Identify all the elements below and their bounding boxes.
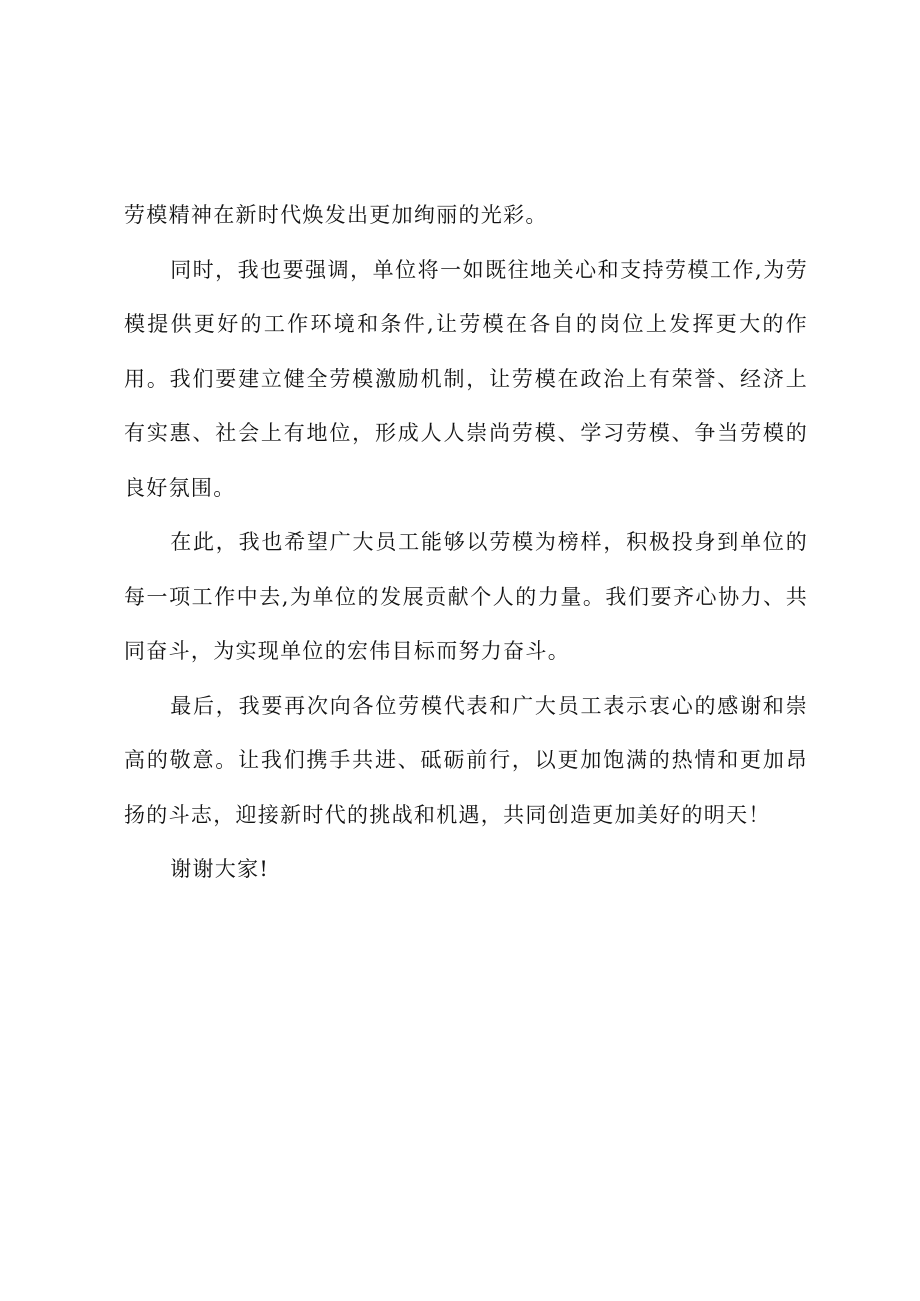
paragraph-call-to-employees: 在此，我也希望广大员工能够以劳模为榜样，积极投身到单位的每一项工作中去,为单位的发展贡献个人的力量。我们要齐心协力、共同奋斗，为实现单位的宏伟目标而努力奋斗。 (124, 530, 808, 663)
paragraph-continuation: 劳模精神在新时代焕发出更加绚丽的光彩。 (124, 203, 548, 227)
paragraph-closing-thanks: 最后，我要再次向各位劳模代表和广大员工表示衷心的感谢和崇高的敬意。让我们携手共进、砥砺前行，以更加饱满的热情和更加昂扬的斗志，迎接新时代的挑战和机遇，共同创造更加美好的明天！ (124, 693, 808, 827)
paragraph-thank-you: 谢谢大家! (170, 857, 270, 881)
paragraph-support-model-workers: 同时，我也要强调，单位将一如既往地关心和支持劳模工作,为劳模提供更好的工作环境和条件,让劳模在各自的岗位上发挥更大的作用。我们要建立健全劳模激励机制，让劳模在政治上有荣誉、经济上有实惠、社会上有地位，形成人人崇尚劳模、学习劳模、争当劳模的良好氛围。 (124, 257, 808, 500)
document-body (124, 188, 808, 897)
